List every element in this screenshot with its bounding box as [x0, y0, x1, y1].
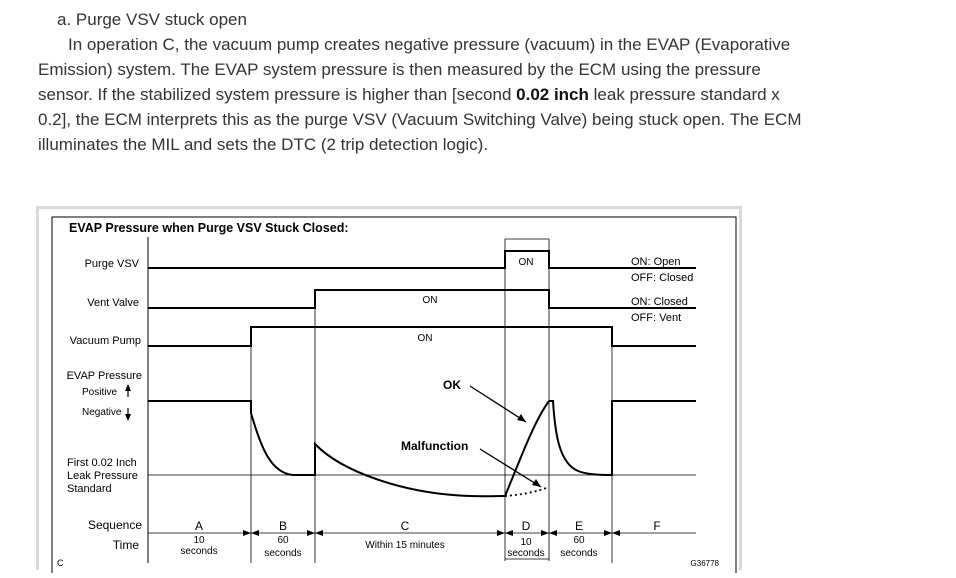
sequence-label-d: D — [521, 519, 531, 533]
row-label-positive: Positive — [82, 387, 118, 398]
arrow-icon — [604, 530, 612, 536]
time-a-line2: seconds — [180, 546, 218, 557]
row-label-sequence: Sequence — [87, 518, 142, 532]
vent-valve-on-label: ON — [422, 295, 438, 306]
purge-vsv-signal — [148, 251, 696, 268]
timing-diagram-figure — [36, 206, 742, 570]
arrow-icon — [497, 530, 505, 536]
diagram-inner-border — [52, 217, 736, 573]
arrow-icon — [541, 530, 549, 536]
para-line-3b: leak pressure standard x — [588, 85, 780, 104]
arrow-icon — [612, 530, 620, 536]
purge-vsv-on-label: ON — [518, 257, 534, 268]
negative-arrow-icon — [125, 408, 131, 421]
row-label-time: Time — [112, 538, 139, 552]
time-c: Within 15 minutes — [365, 540, 445, 551]
positive-arrow-icon — [125, 384, 131, 397]
sequence-label-a: A — [194, 519, 204, 533]
para-line-4: 0.2], the ECM interprets this as the purge VSV (Vacuum Switching Valve) being stuck open. The ECM — [38, 110, 802, 129]
time-b-line2: seconds — [264, 548, 302, 559]
ok-annotation: OK — [443, 378, 461, 392]
sequence-label-c: C — [400, 519, 410, 533]
legend-purge-off: OFF: Closed — [631, 272, 694, 284]
row-label-leak-3: Standard — [67, 483, 112, 495]
arrow-icon — [307, 530, 315, 536]
ok-trace — [505, 401, 549, 496]
ok-pointer-arrow-icon — [470, 386, 526, 422]
arrow-icon — [315, 530, 323, 536]
body-paragraph — [38, 32, 918, 157]
para-line-3a: sensor. If the stabilized system pressure is higher than [second — [38, 85, 517, 104]
malfunction-trace — [505, 487, 549, 496]
sequence-label-f: F — [653, 519, 661, 533]
legend-vent-off: OFF: Vent — [631, 312, 682, 324]
row-label-vent-valve: Vent Valve — [87, 297, 139, 309]
row-label-evap-pressure: EVAP Pressure — [66, 370, 142, 382]
vacuum-pump-on-label: ON — [417, 333, 433, 344]
time-e-line2: seconds — [560, 548, 598, 559]
arrow-icon — [549, 530, 557, 536]
para-line-5: illuminates the MIL and sets the DTC (2 trip detection logic). — [38, 135, 489, 154]
para-line-1: In operation C, the vacuum pump creates negative pressure (vacuum) in the EVAP (Evaporative — [68, 35, 791, 54]
sequence-label-e: E — [574, 519, 584, 533]
arrow-icon — [505, 530, 513, 536]
article-text — [38, 8, 918, 157]
time-d-line1: 10 — [520, 537, 532, 548]
row-label-vacuum-pump: Vacuum Pump — [69, 335, 141, 347]
para-line-3-bold: 0.02 inch — [516, 85, 589, 104]
figure-corner-label: C — [57, 558, 64, 568]
arrow-icon — [243, 530, 251, 536]
arrow-icon — [251, 530, 259, 536]
time-e-line1: 60 — [573, 535, 585, 546]
section-heading: a. Purge VSV stuck open — [57, 10, 247, 29]
para-line-2: Emission) system. The EVAP system pressure is then measured by the ECM using the pressure — [38, 60, 761, 79]
legend-purge-on: ON: Open — [631, 256, 681, 268]
row-label-leak-1: First 0.02 Inch — [67, 457, 137, 469]
diagram-title: EVAP Pressure when Purge VSV Stuck Closed: — [69, 221, 349, 235]
time-a-line1: 10 — [193, 535, 205, 546]
time-b-line1: 60 — [277, 535, 289, 546]
figure-id: G36778 — [690, 559, 719, 568]
malfunction-annotation: Malfunction — [401, 439, 469, 453]
row-label-purge-vsv: Purge VSV — [84, 258, 139, 270]
sequence-dividers — [251, 239, 612, 563]
row-label-leak-2: Leak Pressure — [67, 470, 138, 482]
legend-vent-on: ON: Closed — [631, 296, 688, 308]
evap-pressure-recovery-trace — [549, 401, 696, 475]
signal-waveforms — [148, 251, 696, 496]
row-label-negative: Negative — [82, 407, 122, 418]
time-d-line2: seconds — [507, 548, 545, 559]
sequence-label-b: B — [278, 519, 288, 533]
timing-diagram-svg — [39, 209, 739, 573]
